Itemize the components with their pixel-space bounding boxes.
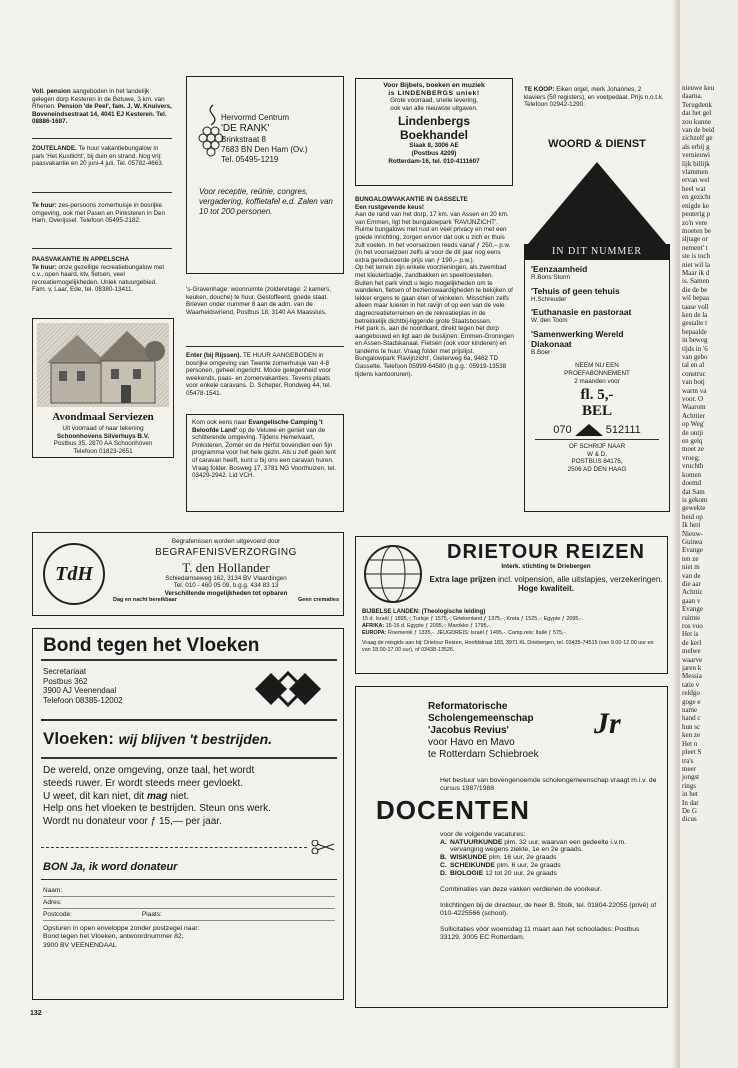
- facing-page-line: dat het gel: [682, 109, 712, 118]
- facing-page-line: heel wat: [682, 184, 706, 193]
- ad-drietour-reizen: [355, 536, 668, 674]
- facing-page-line: van gebo: [682, 353, 708, 361]
- facing-page-column: [680, 0, 738, 1068]
- facing-page-line: gewekte: [682, 504, 706, 513]
- name-field[interactable]: [43, 885, 335, 897]
- ad-contact: Fam. v. Laar, Ede, tel. 08380-13411.: [32, 286, 134, 294]
- vacancy-text: voor de volgende vacatures:: [440, 831, 526, 838]
- vacancy-detail: plm. 6 uur, 2e graads: [496, 861, 561, 869]
- facing-page-line: De G: [682, 806, 697, 815]
- ad-bond-tegen-vloeken: [32, 628, 344, 1000]
- triangle-banner-graphic: [524, 158, 670, 248]
- facing-page-line: ste is toch: [682, 252, 710, 261]
- address-line: POSTBUS 84176,: [571, 458, 623, 466]
- facing-page-line: Het is: [682, 630, 699, 639]
- facing-page-line: meer: [682, 764, 696, 773]
- vacancy-intro: Het bestuur van bovengenoemde scholengemeenschap vraagt m.i.v. de cursus 1987/1988: [440, 777, 657, 793]
- ad-beloofde-land: [186, 414, 344, 512]
- slogan: Vloeken:: [43, 729, 114, 748]
- facing-page-line: vruchtb: [682, 462, 704, 471]
- ad-ravijnzicht: [355, 196, 515, 518]
- school-name: 'Jacobus Revius': [428, 725, 509, 736]
- ad-zomerhuisje-den-ham: [32, 202, 172, 240]
- vacancy-detail: 12 tot 20 uur, 2e graads: [485, 869, 557, 877]
- diamond-pattern-icon: [253, 671, 323, 707]
- vacancy-text: Combinaties van deze vakken verdienen de voorkeur.: [440, 885, 602, 893]
- contents-banner: IN DIT NUMMER: [524, 244, 670, 260]
- magazine-title: WOORD & DIENST: [548, 138, 646, 150]
- facing-page-line: Terugdenk: [682, 100, 712, 109]
- address-line: Secretariaat: [43, 667, 87, 676]
- facing-page-line: Waarom: [682, 403, 706, 412]
- ad-note: Geen crematies: [298, 597, 339, 604]
- facing-page-line: de ontji: [682, 428, 704, 437]
- ad-text: Pension 'de Peel', fam. J. W. Knuivers, Boveneindsestraat 14, 4041 EJ Kesteren. Tel. 08886-1687.: [32, 103, 172, 126]
- ad-head: Te huur:: [32, 263, 57, 271]
- school-type: voor Havo en Mavo: [428, 737, 515, 748]
- article-title: 'Samenwerking Wereld Diakonaat: [531, 328, 624, 349]
- vacancy-subject: NATUURKUNDE: [450, 838, 503, 846]
- facing-page-line: Guinea: [682, 537, 703, 546]
- company-phone: Tel. 010 - 460 05 09, b.g.g. 434 83 13: [173, 582, 279, 590]
- organisation-title: Bond tegen het Vloeken: [43, 635, 260, 656]
- vacancy-subject: SCHEIKUNDE: [450, 861, 495, 869]
- divider: [32, 248, 172, 249]
- facing-page-line: van de: [682, 571, 701, 580]
- trip-category: AFRIKA:: [362, 623, 385, 630]
- contents-item: [531, 307, 663, 325]
- facing-page-line: ten ze: [682, 554, 699, 563]
- facing-page-line: warm va: [682, 386, 707, 395]
- facing-page-line: ken ze: [682, 731, 701, 740]
- page-number: 132: [30, 1010, 42, 1017]
- field-label: Postcode:: [43, 911, 72, 918]
- offer-price: fl. 5,-: [580, 387, 614, 404]
- facing-page-line: vlammen: [682, 168, 709, 177]
- shop-address: Rotterdam-16, tel. 010-4111607: [388, 157, 480, 165]
- facing-page-line: tal en al: [682, 361, 705, 370]
- facing-page-line: komen: [682, 470, 702, 479]
- ad-head: is LINDENBERGS uniek!: [388, 89, 480, 97]
- vacancy-key: C.: [440, 861, 447, 869]
- facing-page-line: rings: [682, 781, 696, 790]
- facing-page-line: tra's: [682, 756, 694, 765]
- globe-icon: [362, 543, 424, 605]
- facing-page-line: van botj: [682, 378, 705, 387]
- facing-page-line: voor. O: [682, 395, 703, 404]
- mailing-instructions: 3900 BV VEENENDAAL: [43, 941, 117, 949]
- facing-page-line: niet wil la: [682, 260, 710, 269]
- facing-page-line: lijk billijk: [682, 159, 710, 168]
- vacancy-key: A.: [440, 838, 447, 846]
- facing-page-line: sljtage or: [682, 235, 708, 244]
- facing-page-line: tijds in '6: [682, 344, 708, 353]
- facing-page-line: ros voo: [682, 622, 703, 630]
- shop-address: (Postbus 4209): [411, 149, 457, 157]
- field-label: Adres:: [43, 899, 62, 906]
- facing-page-line: Het n: [682, 739, 698, 748]
- facing-page-line: als erbij g: [682, 142, 710, 151]
- brand-subtitle: Interk. stichting te Driebergen: [501, 563, 591, 570]
- phone-local: 512111: [605, 424, 641, 437]
- ad-head: Voll. pension: [32, 88, 71, 95]
- facing-page-line: Achttier: [682, 411, 705, 420]
- ad-text: Aan de rand van het dorp, 17 km. van Assen en 20 km. van Emmen, ligt het bungalowpark 'RAVIJNZICHT'. Ruime bungalows met rust en veel privacy en met een goede inrichting, zorgen ervoor dat ook u zich er thuis zult voelen. In het voorseizoen reeds vanaf ƒ 250,– p.w. (in het voorseizoen zelfs al voor de dit jaar nog eens extra gereduceerde prijs van ƒ 190,– p.w.).: [355, 211, 511, 264]
- facing-page-line: niet m: [682, 563, 700, 572]
- facing-page-line: tatie v: [682, 680, 700, 689]
- coupon-title: BON Ja, ik word donateur: [43, 861, 178, 873]
- facing-page-line: en gelq: [682, 437, 703, 446]
- ad-te-koop-orgel: [524, 86, 664, 126]
- ad-text: Het park is, aan de noordkant, direkt tegen het dorp aangebouwd en ligt aan de buslijnen: Emmen-Groningen en Assen-Stadskanaal. Fietsen (ook voor kinderen) en tandems te huur. Vraag folder met prijslijst.: [355, 325, 514, 355]
- ad-enter-rijssen: [186, 352, 344, 410]
- center-address: Brinkstraat 8: [221, 135, 266, 144]
- facing-page-line: reldgo: [682, 689, 700, 698]
- facing-page-line: nieuwe keu: [682, 84, 715, 92]
- divider: [32, 138, 172, 139]
- facing-page-line: In dar: [682, 798, 699, 807]
- postcode-field[interactable]: [43, 909, 335, 921]
- ad-text: Begrafenissen worden uitgevoerd door: [171, 538, 281, 545]
- slogan: wij blijven 't bestrijden.: [118, 731, 273, 747]
- ad-text: Grote voorraad, snelle levering,: [390, 97, 478, 105]
- field-label: Plaats:: [141, 911, 162, 918]
- facing-page-line: pleet S: [682, 748, 702, 757]
- ad-text: zes-persoons zomerhuisje in bosrijke omgeving, ook met Pasen en Pinksteren in Den Ham, Overijssel. Telefoon 05495-2182.: [32, 202, 166, 225]
- facing-page-line: van de beid: [682, 126, 715, 135]
- address-line: 2506 AD DEN HAAG: [567, 466, 627, 474]
- slogan: Extra lage prijzen: [429, 574, 496, 584]
- contents-item: [531, 264, 663, 282]
- ad-text: Uit voorraad of naar tekening: [62, 425, 144, 432]
- facing-page-line: zou kunne: [682, 117, 711, 126]
- ad-lindenbergs: [355, 78, 513, 186]
- facing-page-line: construc: [682, 369, 706, 378]
- ad-text: Op het terrein zijn enkele voorzieningen, als zwembad met kleuterbadje, zandbakken en speeltoestellen.: [355, 264, 507, 279]
- body-text: Wordt nu donateur voor ƒ 15,— per jaar.: [43, 816, 222, 828]
- article-author: H.Schreuder: [531, 295, 567, 303]
- facing-page-line: dat Sam: [682, 487, 705, 496]
- offer-text: NEEM NU EEN: [575, 362, 619, 370]
- ad-text: TE HUUR AANGEBODEN in bosrijke omgeving van Twente zomerhuisje van 4-8 personen, geheel ingericht. Mooie gelegenheid voor weekends, paas- en zomervakanties. Tevens plaats voor enkele caravans. D. Scheper, Rondweg 44, tel. 05478-1541.: [186, 352, 332, 397]
- body-text: mag: [146, 790, 168, 802]
- facing-page-line: Maar ik d: [682, 268, 710, 277]
- facing-page-line: melwe: [682, 647, 701, 656]
- logo-monogram: TdH: [55, 562, 93, 585]
- center-name: Hervormd Centrum: [221, 113, 290, 122]
- address-line: Telefoon 08385-12002: [43, 695, 123, 705]
- brand-name: DRIE: [447, 541, 499, 563]
- address-line: Postbus 362: [43, 676, 88, 686]
- facing-page-line: ruimte: [682, 613, 701, 622]
- vacancy-item: [440, 839, 660, 855]
- ad-den-hollander: [32, 532, 344, 616]
- phone-number: [531, 424, 663, 436]
- trip-list: Roemenië ƒ 1335,-. JEUGDREIS: Israël ƒ 1495,-. Camp.reis: Italië ƒ 575,-.: [387, 630, 567, 637]
- address-line: W & D,: [587, 450, 607, 458]
- vacancy-key: D.: [440, 869, 447, 877]
- facing-page-line: vroeg;: [682, 453, 700, 462]
- facing-page-line: enigde ke: [682, 201, 710, 210]
- ad-title: BUNGALOWVAKANTIE IN GASSELTE: [355, 196, 468, 203]
- facing-page-line: zichzelf ge: [682, 134, 713, 143]
- trip-category: EUROPA:: [362, 630, 387, 637]
- ad-title: Avondmaal Serviezen: [52, 411, 154, 423]
- vacancy-headline: DOCENTEN: [376, 795, 530, 825]
- facing-page-line: op Weg': [682, 420, 705, 429]
- ad-head: Voor Bijbels, boeken en muziek: [383, 82, 485, 89]
- ad-phone: Telefoon 01823-2651: [73, 447, 133, 455]
- facing-page-line: gaan v: [682, 596, 701, 605]
- ad-de-rank: [186, 76, 344, 274]
- ad-text: op de Veluwe en geniet van de schitterende omgeving. Tijdens Hemelvaart, Pinksteren, Zomer en de Herfst bovendien een fijn programma voor het hele gezin. Als u zelf geen tent of caravan heeft, kunt u bij ons een caravan huren. Vraag folder. Bosweg 17, 3781 NG Voorthuizen, tel. 03429-2942. Lid VCH.: [192, 426, 336, 480]
- trip-list: 15 d. Israël ƒ 1895,-; Turkije ƒ 1575,-; Griekenland ƒ 1375,-; Kreta ƒ 1525,-; Egypte ƒ 2095,-.: [362, 616, 584, 623]
- slogan: Hoge kwaliteit.: [517, 584, 574, 594]
- contents-item: [531, 286, 663, 304]
- ad-head: TE KOOP:: [524, 86, 555, 93]
- facing-page-line: wil bepaa: [682, 294, 710, 303]
- facing-page-line: gestalte t: [682, 319, 708, 328]
- vacancy-contact: Inlichtingen bij de directeur, de heer B. Stolk, tel. 01804-22055 (privé) of 010-4225566 (school).: [440, 901, 657, 917]
- facing-page-line: moet ze: [682, 445, 704, 454]
- ad-text: Buiten het park vindt u legio mogelijkheden om te wandelen, fietsen of bezienswaardigheden te bekijken of lekker ergens te gaan eten of winkelen. Misschien zelfs alleen maar luieren in het ravijn of op een van de vele dagrecreatieterreinen en de rekreatieplas in de betrekkelijk dichtbij-liggende grote Staatsbossen.: [355, 279, 513, 325]
- facing-page-line: Nieuw-: [682, 529, 703, 538]
- center-address: 7683 BN Den Ham (Ov.): [221, 145, 308, 154]
- school-logo: Jr: [594, 707, 621, 740]
- facing-page-line: die de be: [682, 285, 708, 294]
- article-title: 'Eenzaamheid: [531, 264, 588, 274]
- body-text: Help ons het vloeken te bestrijden. Steun ons werk.: [43, 803, 271, 815]
- ad-head: ZOUTELANDE.: [32, 145, 77, 152]
- ad-address: Postbus 35, 2870 AA Schoonhoven: [53, 440, 153, 448]
- offer-call: BEL: [581, 403, 612, 420]
- offer-text: 2 maanden voor: [574, 377, 620, 385]
- trip-category: BIJBELSE LANDEN: (Theologische leiding): [362, 609, 486, 615]
- facing-page-line: is. Samen: [682, 277, 710, 286]
- shop-name: Lindenbergs: [397, 114, 470, 129]
- phone-area: 070: [553, 424, 572, 437]
- facing-page-line: dicus: [682, 815, 697, 824]
- facing-page-line: zo'n vere: [682, 218, 708, 227]
- address-field[interactable]: [43, 897, 335, 909]
- facing-page-line: goge e: [682, 697, 701, 706]
- ad-jacobus-revius: [355, 686, 668, 1008]
- facing-page-line: Ik heri: [682, 521, 701, 530]
- ad-text: aangeboden in het landelijk gelegen dorp Kesteren in de Betuwe, 3 km. van Rhenen.: [32, 88, 165, 111]
- vacancy-detail: plm. 16 uur, 2e graads: [488, 854, 557, 862]
- facing-page-line: bepaalde: [682, 327, 707, 336]
- ad-text: ook van alle nieuwste uitgaven.: [390, 104, 478, 112]
- vacancy-item: [440, 870, 660, 878]
- ad-company: Schoonhovens Silverhuys B.V.: [56, 432, 150, 440]
- slogan: incl. volpension, alle uitstapjes, verzekeringen.: [497, 574, 663, 584]
- facing-page-line: Achttic: [682, 588, 703, 597]
- ad-text: Te huur vakantiebungalow in park 'Het Kustlicht', bij duin en strand. Nog vrij: paasvakantie en 20 juni-4 juli. Tel. 05782-4663.: [32, 145, 164, 168]
- ad-text: onze gezellige recreatiebungalow met c.v., open haard, ktv, fietsen, veel recreatiemogelijkheden. Uniek natuurgebied.: [32, 263, 165, 286]
- ad-zoutelande: [32, 145, 172, 183]
- ad-text: Kom ook eens naar: [192, 419, 247, 426]
- ad-note: Dag en nacht bereikbaar: [113, 597, 177, 604]
- ad-subtitle: Een rustgevende keus!: [355, 203, 424, 211]
- ad-gravenhage: [186, 286, 344, 342]
- facing-page-line: vernieuwi: [682, 151, 710, 160]
- company-name: BEGRAFENISVERZORGING: [155, 546, 297, 558]
- facing-page-line: peuterig p: [682, 210, 711, 219]
- center-phone: Tel. 05495-1219: [221, 155, 279, 164]
- shop-address: Slaak 8, 3006 AE: [409, 142, 459, 150]
- facing-page-line: ervan wel: [682, 176, 710, 185]
- ad-text: Verschillende mogelijkheden tot opbaren: [164, 589, 288, 597]
- facing-page-line: de kerl: [682, 638, 702, 647]
- ad-woord-en-dienst: [524, 132, 670, 530]
- school-name: Reformatorische: [428, 701, 508, 712]
- facing-page-line: daarna.: [682, 92, 703, 101]
- facing-page-line: name: [682, 706, 698, 715]
- center-description: Voor receptie, reünie, congres, vergadering, koffietafel e.d. Zalen van 10 tot 200 personen.: [199, 187, 333, 216]
- vacancy-subject: WISKUNDE: [450, 854, 488, 862]
- facing-page-line: en gezicht: [682, 193, 711, 202]
- school-name: Scholengemeenschap: [428, 713, 534, 724]
- divider: [32, 192, 172, 193]
- company-name: T. den Hollander: [182, 559, 270, 575]
- facing-page-line: moeten be: [682, 226, 711, 235]
- article-title: 'Euthanasie en pastoraat: [531, 307, 632, 318]
- silverhuys-building-illustration: [37, 323, 169, 407]
- trip-contact: Vraag de reisgids aan bij: Drietour Reizen, Hoofdstraat 183, 3971 KL Driebergen, tel. 03435-74515 (van 9.00-12.00 uur en van 18.00-17.00 uur), of 03438-13526.: [362, 640, 654, 654]
- facing-page-line: jaren k: [682, 664, 702, 673]
- divider: [186, 346, 344, 347]
- facing-page-line: in het: [682, 790, 698, 799]
- ad-head: Te huur:: [32, 202, 57, 209]
- facing-page-line: nement' t: [682, 243, 708, 252]
- body-text: De wereld, onze omgeving, onze taal, het wordt: [43, 765, 255, 776]
- vacancy-item: [440, 862, 660, 870]
- article-author: R.Bons Storm: [531, 274, 571, 281]
- shop-name: Boekhandel: [399, 128, 468, 143]
- vacancy-subject: BIOLOGIE: [450, 869, 484, 877]
- ad-text: Bungalowpark 'Ravijnzicht', Gieterweg 6a, 9462 TD Gasselte. Telefoon 05999-64580 (b.g.g.: 05919-13538 tijdens kantooruren).: [355, 355, 507, 378]
- hollander-logo: [43, 543, 105, 605]
- ad-head: Evangelische Camping 't Beloofde Land': [192, 419, 323, 434]
- facing-page-line: die aar: [682, 579, 701, 588]
- ad-appelscha: [32, 256, 172, 312]
- school-location: te Rotterdam Schiebroek: [428, 749, 539, 760]
- facing-page-line: Messia: [682, 672, 702, 681]
- facing-page-line: ken de la: [682, 310, 708, 319]
- facing-page-text: [680, 0, 738, 824]
- article-author: B.Boer: [531, 348, 551, 356]
- facing-page-line: heid op: [682, 512, 703, 521]
- center-title: 'DE RANK': [221, 123, 270, 134]
- facing-page-line: is gekom: [682, 495, 708, 504]
- facing-page-line: in beweg: [682, 336, 708, 345]
- facing-page-line: taase voll: [682, 302, 709, 311]
- trip-list: 15-16 d. Egypte ƒ 2095,-; Marokko ƒ 1795,-.: [385, 623, 492, 630]
- body-text: steeds ruwer. Er wordt steeds meer gevloekt.: [43, 777, 244, 789]
- facing-page-line: jongst: [682, 773, 700, 782]
- body-text: niet.: [170, 790, 190, 802]
- facing-page-line: hun sc: [682, 722, 701, 731]
- article-author: W. den Toom: [531, 317, 568, 325]
- facing-page-line: doemd: [682, 479, 702, 488]
- offer-text: PROEFABONNEMENT: [564, 369, 630, 377]
- facing-page-line: hand c: [682, 714, 701, 723]
- facing-page-line: Evange: [682, 546, 703, 555]
- ad-text: Eiken orgel, merk Johannes, 2 klaviers (50 registers), en voetpedaal. Prijs n.o.t.k. Telefoon 02942-1290.: [524, 86, 664, 109]
- brand-name: TOUR REIZEN: [498, 541, 645, 563]
- contents-item: [531, 329, 663, 357]
- vacancy-item: [440, 854, 660, 862]
- ad-avondmaal-serviezen: [32, 318, 174, 458]
- address-line: OF SCHRIJF NAAR: [568, 443, 626, 451]
- address-line: 3900 AJ Veenendaal: [43, 686, 117, 695]
- ad-pension-kesteren: [32, 88, 172, 132]
- mailing-instructions: Bond tegen het Vloeken, antwoordnummer 82,: [43, 933, 184, 941]
- vacancy-application: Sollicitaties vóór woensdag 11 maart aan het schoolades: Postbus 33129, 3005 EC Rotterdam.: [440, 926, 640, 942]
- facing-page-line: Evange: [682, 605, 703, 614]
- field-label: Naam:: [43, 887, 63, 894]
- company-address: Schiedamseweg 162, 3134 BV Vlaardingen: [165, 574, 287, 582]
- scissors-icon: [311, 840, 335, 854]
- body-text: U weet, dit kan niet, dit: [43, 790, 145, 802]
- ad-title: PAASVAKANTIE IN APPELSCHA: [32, 256, 130, 263]
- triangle-icon: [575, 424, 603, 436]
- vacancy-detail: plm. 32 uur, waarvan een gedeelte i.v.m. vervanging wegens ziekte, 1e en 2e graads.: [450, 838, 627, 854]
- ad-head: Enter (bij Rijssen).: [186, 352, 242, 359]
- article-title: 'Tehuis of geen tehuis: [531, 285, 620, 296]
- facing-page-line: waarve: [682, 655, 703, 664]
- mailing-instructions: Opsturen in open enveloppe zonder postzegel naar:: [43, 925, 200, 932]
- vacancy-key: B.: [440, 854, 447, 862]
- ad-text: 's-Gravenhage: woonruimte (zolderetage: 2 kamers, keuken, douche) te huur. Gestoffeerd, goede staat. Brieven onder nummer 8 aan de adm. van de Waarheidsvriend, Postbus 18, 3140 AA Maassluis.: [186, 286, 332, 316]
